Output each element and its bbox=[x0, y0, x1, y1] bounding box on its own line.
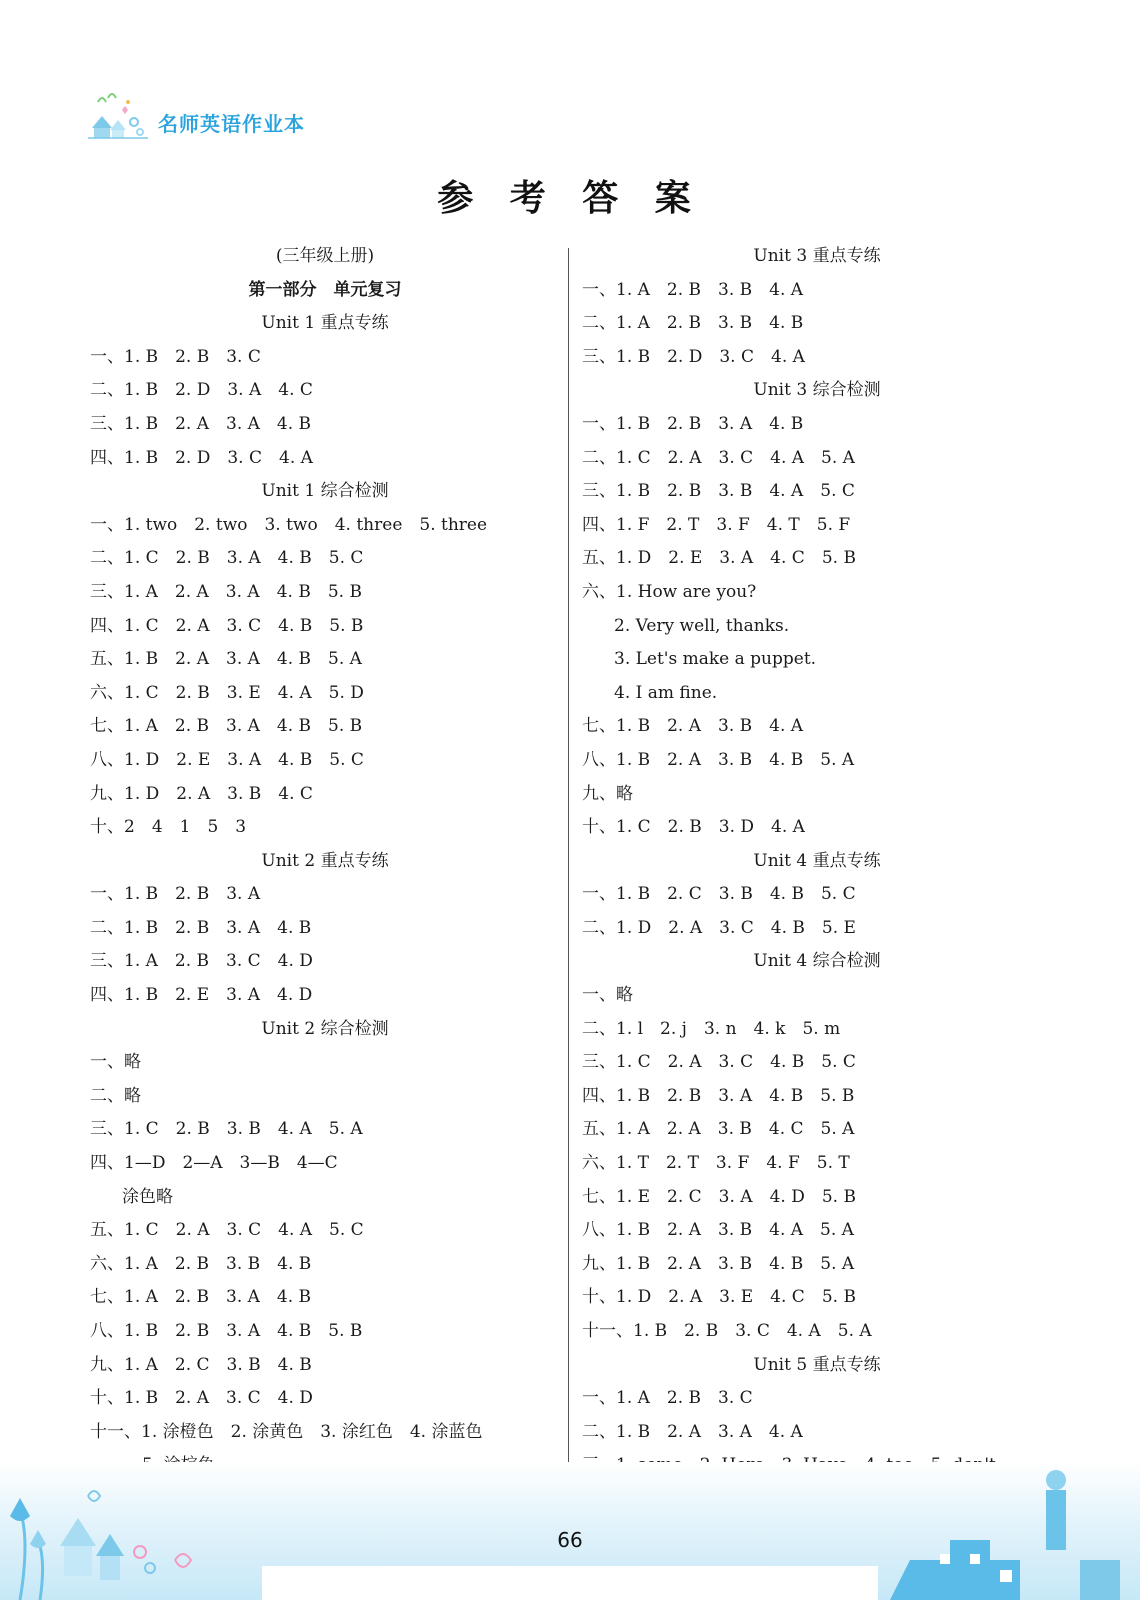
answer-line: 八、1. B 2. B 3. A 4. B 5. B bbox=[90, 1321, 363, 1341]
answer-line: 六、1. C 2. B 3. E 4. A 5. D bbox=[90, 682, 364, 703]
answer-line: 五、1. B 2. A 3. A 4. B 5. A bbox=[90, 649, 362, 670]
answer-line: 八、1. B 2. A 3. B 4. A 5. A bbox=[582, 1220, 854, 1241]
section-heading: (三年级上册) bbox=[275, 246, 375, 266]
answer-line: 七、1. E 2. C 3. A 4. D 5. B bbox=[582, 1186, 856, 1207]
section-heading: Unit 2 综合检测 bbox=[261, 1018, 389, 1039]
section-heading: Unit 2 重点专练 bbox=[261, 850, 389, 871]
answer-column-left bbox=[90, 240, 560, 1483]
answer-line: 二、1. B 2. B 3. A 4. B bbox=[90, 917, 312, 938]
answer-line: 二、略 bbox=[90, 1085, 141, 1106]
answer-line: 三、1. C 2. B 3. B 4. A 5. A bbox=[90, 1119, 363, 1140]
section-heading: Unit 4 综合检测 bbox=[753, 951, 881, 972]
answer-line: 三、1. C 2. A 3. C 4. B 5. C bbox=[582, 1052, 856, 1073]
answer-line: 2. Very well, thanks. bbox=[614, 615, 790, 636]
section-heading: 第一部分 单元复习 bbox=[248, 279, 402, 300]
answer-line: 十、2 4 1 5 3 bbox=[90, 817, 247, 838]
answer-line: 一、1. B 2. B 3. A 4. B bbox=[582, 413, 804, 434]
answer-line: 八、1. D 2. E 3. A 4. B 5. C bbox=[90, 749, 364, 770]
answer-line: 四、1. C 2. A 3. C 4. B 5. B bbox=[90, 615, 364, 636]
answer-line: 十、1. C 2. B 3. D 4. A bbox=[582, 817, 805, 838]
answer-line: 四、1. B 2. E 3. A 4. D bbox=[90, 985, 313, 1006]
answer-line: 一、1. B 2. C 3. B 4. B 5. C bbox=[582, 884, 856, 905]
answer-line: 九、1. D 2. A 3. B 4. C bbox=[90, 783, 313, 804]
answer-line: 4. I am fine. bbox=[614, 682, 718, 703]
flower-castle-decoration-icon bbox=[0, 1476, 240, 1600]
answer-line: 五、1. A 2. A 3. B 4. C 5. A bbox=[582, 1119, 855, 1140]
answer-line: 六、1. How are you? bbox=[582, 581, 757, 602]
page-number: 66 bbox=[557, 1528, 583, 1552]
answer-line: 七、1. A 2. B 3. A 4. B 5. B bbox=[90, 716, 363, 737]
answer-line: 六、1. T 2. T 3. F 4. F 5. T bbox=[582, 1153, 850, 1174]
town-decoration-icon bbox=[880, 1470, 1140, 1600]
answer-line: 五、1. C 2. A 3. C 4. A 5. C bbox=[90, 1220, 364, 1241]
section-heading: Unit 1 重点专练 bbox=[261, 313, 389, 334]
answer-line: 九、1. B 2. A 3. B 4. B 5. A bbox=[582, 1253, 855, 1274]
answer-line: 一、略 bbox=[90, 1052, 141, 1073]
answer-line: 二、1. C 2. A 3. C 4. A 5. A bbox=[582, 447, 855, 468]
answer-line: 十一、1. B 2. B 3. C 4. A 5. A bbox=[582, 1321, 872, 1341]
answer-line: 三、1. A 2. A 3. A 4. B 5. B bbox=[90, 581, 362, 602]
answer-line: 一、1. A 2. B 3. B 4. A bbox=[582, 279, 804, 300]
answer-line: 六、1. A 2. B 3. B 4. B bbox=[90, 1253, 312, 1274]
answer-line: 三、1. B 2. B 3. B 4. A 5. C bbox=[582, 481, 855, 502]
answer-line: 三、1. B 2. D 3. C 4. A bbox=[582, 346, 805, 367]
answer-line: 一、1. B 2. B 3. A bbox=[90, 884, 261, 905]
answer-line: 八、1. B 2. A 3. B 4. B 5. A bbox=[582, 749, 855, 770]
section-heading: Unit 5 重点专练 bbox=[753, 1354, 881, 1375]
answer-line: 三、1. A 2. B 3. C 4. D bbox=[90, 951, 313, 972]
section-heading: Unit 3 重点专练 bbox=[753, 246, 881, 266]
answer-line: 九、1. A 2. C 3. B 4. B bbox=[90, 1354, 312, 1375]
answer-line: 二、1. B 2. D 3. A 4. C bbox=[90, 380, 313, 401]
answer-line: 十、1. D 2. A 3. E 4. C 5. B bbox=[582, 1287, 856, 1308]
answer-line: 四、1. B 2. D 3. C 4. A bbox=[90, 447, 313, 468]
answer-line: 一、略 bbox=[582, 985, 633, 1006]
answer-line: 四、1. F 2. T 3. F 4. T 5. F bbox=[582, 514, 851, 535]
page-title: 参 考 答 案 bbox=[437, 177, 703, 219]
answer-line: 四、1. B 2. B 3. A 4. B 5. B bbox=[582, 1085, 855, 1106]
answer-column-right bbox=[582, 240, 1052, 1483]
house-logo-icon bbox=[88, 88, 168, 142]
answer-line: 十、1. B 2. A 3. C 4. D bbox=[90, 1388, 313, 1409]
answer-line: 十一、1. 涂橙色 2. 涂黄色 3. 涂红色 4. 涂蓝色 bbox=[90, 1421, 483, 1442]
answer-line: 七、1. B 2. A 3. B 4. A bbox=[582, 716, 804, 737]
footer-strip bbox=[262, 1566, 878, 1600]
answer-line: 一、1. two 2. two 3. two 4. three 5. three bbox=[90, 514, 488, 535]
section-heading: Unit 1 综合检测 bbox=[261, 481, 389, 502]
answer-line: 二、1. C 2. B 3. A 4. B 5. C bbox=[90, 548, 364, 569]
answer-line: 七、1. A 2. B 3. A 4. B bbox=[90, 1287, 312, 1308]
answer-line: 三、1. B 2. A 3. A 4. B bbox=[90, 413, 312, 434]
column-divider bbox=[568, 248, 569, 1480]
answer-line: 五、1. D 2. E 3. A 4. C 5. B bbox=[582, 548, 856, 569]
answer-line: 二、1. l 2. j 3. n 4. k 5. m bbox=[582, 1018, 841, 1039]
answer-line: 涂色略 bbox=[122, 1186, 173, 1207]
answer-line: 二、1. B 2. A 3. A 4. A bbox=[582, 1421, 803, 1442]
answer-line: 四、1—D 2—A 3—B 4—C bbox=[90, 1153, 338, 1174]
section-heading: Unit 3 综合检测 bbox=[753, 380, 881, 401]
answer-line: 3. Let's make a puppet. bbox=[614, 649, 817, 670]
answer-line: 一、1. A 2. B 3. C bbox=[582, 1388, 753, 1409]
answer-line: 二、1. D 2. A 3. C 4. B 5. E bbox=[582, 917, 856, 938]
answer-line: 九、略 bbox=[582, 783, 633, 804]
brand-name: 名师英语作业本 bbox=[158, 112, 305, 136]
section-heading: Unit 4 重点专练 bbox=[753, 850, 881, 871]
answer-line: 二、1. A 2. B 3. B 4. B bbox=[582, 313, 804, 334]
answer-line: 一、1. B 2. B 3. C bbox=[90, 346, 261, 367]
